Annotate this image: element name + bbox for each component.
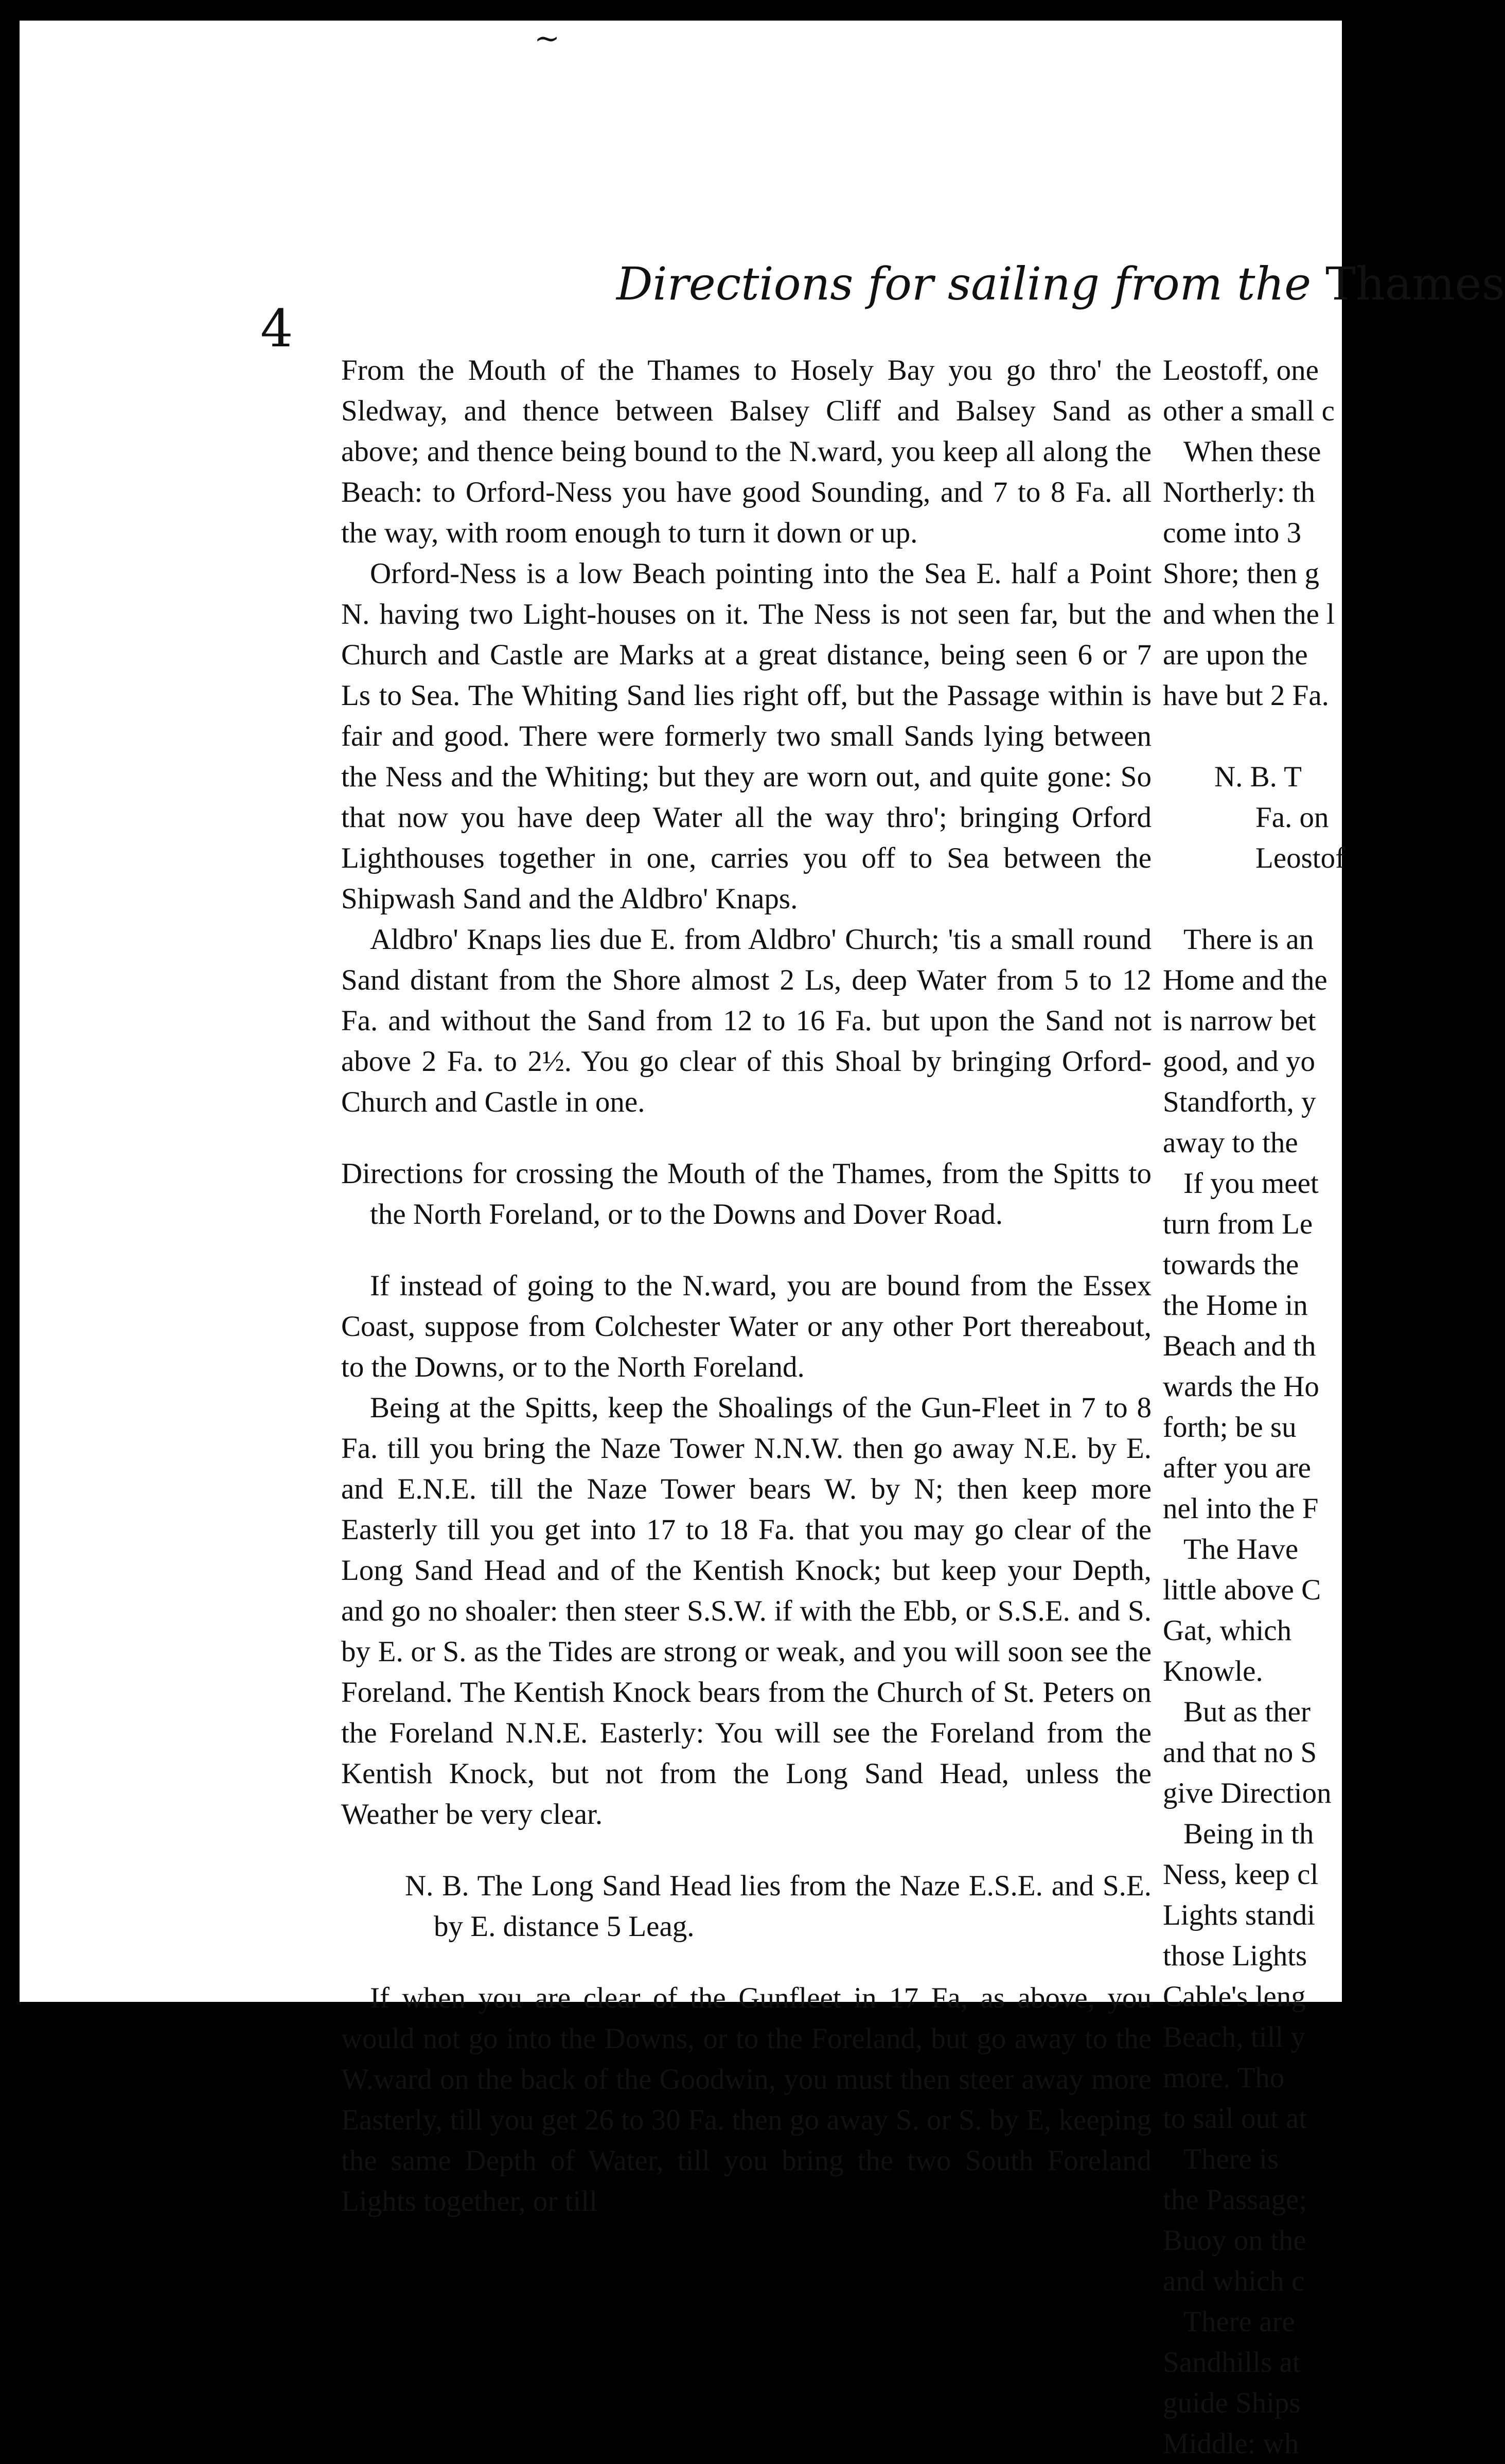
right-line: wards the Ho (1163, 1370, 1319, 1403)
running-header (616, 257, 1505, 310)
right-line: Home and the (1163, 964, 1327, 996)
right-line: turn from Le (1163, 1208, 1313, 1240)
right-line: the Passage; (1163, 2184, 1307, 2216)
nota-bene: N. B. The Long Sand Head lies from the Naze E.S.E. and S.E. by E. distance 5 Leag. (405, 1870, 1152, 1943)
right-line: more. Tho (1163, 2062, 1285, 2094)
right-line: Beach, till y (1163, 2021, 1306, 2053)
right-line: after you are (1163, 1452, 1311, 1484)
right-line: and that no S (1163, 1736, 1317, 1769)
right-line: towards the (1163, 1248, 1299, 1281)
page-top-mark: ~ (534, 21, 560, 57)
right-line: But as ther (1183, 1696, 1311, 1728)
right-line: Leostoff, one (1163, 354, 1319, 386)
right-line: Lights standi (1163, 1899, 1316, 1931)
paragraph: Aldbro' Knaps lies due E. from Aldbro' Church; 'tis a small round Sand distant from the Shore almost 2 Ls, deep Water from 5 to 12 Fa. and without the Sand from 12 to 16 Fa. but upon the Sand not above 2 Fa. to 2½. You go clear of this Shoal by bringing Orford-Church and Castle in one. (341, 923, 1152, 1118)
right-line (1163, 716, 1472, 756)
right-line: Leostof (1255, 842, 1345, 874)
right-line: Buoy on the (1163, 2224, 1306, 2257)
right-line: Fa. on (1255, 801, 1329, 834)
right-line: away to the (1163, 1127, 1298, 1159)
paragraph: If when you are clear of the Gunfleet in 17 Fa, as above, you would not go into the Downs, or to the Foreland, but go away to the W.ward on the back of the Goodwin, you must then steer away more Easterly, till you get 26 to 30 Fa. then go away S. or S. by E, keeping the same Depth of Water, till you bring the two South Foreland Lights together, or till (341, 1982, 1152, 2217)
right-line: good, and yo (1163, 1045, 1316, 1078)
right-line: If you meet (1183, 1167, 1319, 1200)
right-line (1163, 878, 1472, 919)
right-line: the Home in (1163, 1289, 1308, 1322)
right-line: The Have (1183, 1533, 1299, 1565)
right-line: Beach and th (1163, 1330, 1316, 1362)
right-line: those Lights (1163, 1940, 1307, 1972)
right-line: There is an (1183, 923, 1314, 956)
right-line: and when the l (1163, 598, 1335, 630)
right-line: N. B. T (1214, 761, 1302, 793)
right-line: Standforth, y (1163, 1086, 1316, 1118)
right-line: are upon the (1163, 639, 1308, 671)
right-line: to sail out at (1163, 2102, 1307, 2135)
right-line: Knowle. (1163, 1655, 1263, 1687)
right-line: When these (1183, 435, 1321, 468)
right-line: little above C (1163, 1574, 1321, 1606)
page-number: 4 (260, 298, 293, 359)
right-line: guide Ships (1163, 2387, 1301, 2419)
paragraph: If instead of going to the N.ward, you are bound from the Essex Coast, suppose from Colchester Water or any other Port thereabout, to the Downs, or to the North Foreland. (341, 1270, 1152, 1383)
right-line: Cable's leng (1163, 1980, 1306, 2013)
left-column (341, 350, 1152, 2222)
paragraph: Orford-Ness is a low Beach pointing into the Sea E. half a Point N. having two Light-houses on it. The Ness is not seen far, but the Church and Castle are Marks at a great distance, being seen 6 or 7 Ls to Sea. The Whiting Sand lies right off, but the Passage within is fair and good. There were formerly two small Sands lying between the Ness and the Whiting; but they are worn out, and quite gone: So that now you have deep Water all the way thro'; bringing Orford Lighthouses together in one, carries you off to Sea between the Shipwash Sand and the Aldbro' Knaps. (341, 557, 1152, 915)
right-line: Gat, which (1163, 1614, 1292, 1647)
right-line: Northerly: th (1163, 476, 1316, 508)
right-line: Ness, keep cl (1163, 1858, 1319, 1891)
right-line: There is (1183, 2143, 1279, 2175)
right-line: Middle: wh (1163, 2427, 1299, 2460)
right-line: forth; be su (1163, 1411, 1297, 1444)
paragraph: From the Mouth of the Thames to Hosely Bay you go thro' the Sledway, and thence between Balsey Cliff and Balsey Sand as above; and thence being bound to the N.ward, you keep all along the Beach: to Orford-Ness you have good Sounding, and 7 to 8 Fa. all the way, with room enough to turn it down or up. (341, 354, 1152, 549)
right-line: There are (1183, 2305, 1295, 2338)
right-line: have but 2 Fa. (1163, 679, 1329, 712)
right-line: Shore; then g (1163, 557, 1319, 590)
right-line: and which c (1163, 2265, 1305, 2297)
right-line: is narrow bet (1163, 1005, 1316, 1037)
right-line: give Direction (1163, 1777, 1332, 1809)
right-line: nel into the F (1163, 1492, 1319, 1525)
right-line: Sandhills at (1163, 2346, 1301, 2379)
section-subheading: Directions for crossing the Mouth of the Thames, from the Spitts to the North Foreland, or to the Downs and Dover Road. (341, 1157, 1152, 1230)
right-line: come into 3 (1163, 517, 1302, 549)
paragraph: Being at the Spitts, keep the Shoalings of the Gun-Fleet in 7 to 8 Fa. till you bring the Naze Tower N.N.W. then go away N.E. by E. and E.N.E. till the Naze Tower bears W. by N; then keep more Easterly till you get into 17 to 18 Fa. that you may go clear of the Long Sand Head and of the Kentish Knock; but keep your Depth, and go no shoaler: then steer S.S.W. if with the Ebb, or S.S.E. and S. by E. or S. as the Tides are strong or weak, and you will soon see the Foreland. The Kentish Knock bears from the Church of St. Peters on the Foreland N.N.E. Easterly: You will see the Foreland from the Kentish Knock, but not from the Long Sand Head, unless the Weather be very clear. (341, 1392, 1152, 1831)
right-line: Being in th (1183, 1818, 1314, 1850)
document-page (20, 21, 1505, 2460)
right-line: other a small c (1163, 395, 1335, 427)
header-italic: Directions for sailing from the (616, 257, 1312, 310)
header-roman: Thames (1325, 257, 1505, 310)
right-column (1163, 350, 1472, 2464)
